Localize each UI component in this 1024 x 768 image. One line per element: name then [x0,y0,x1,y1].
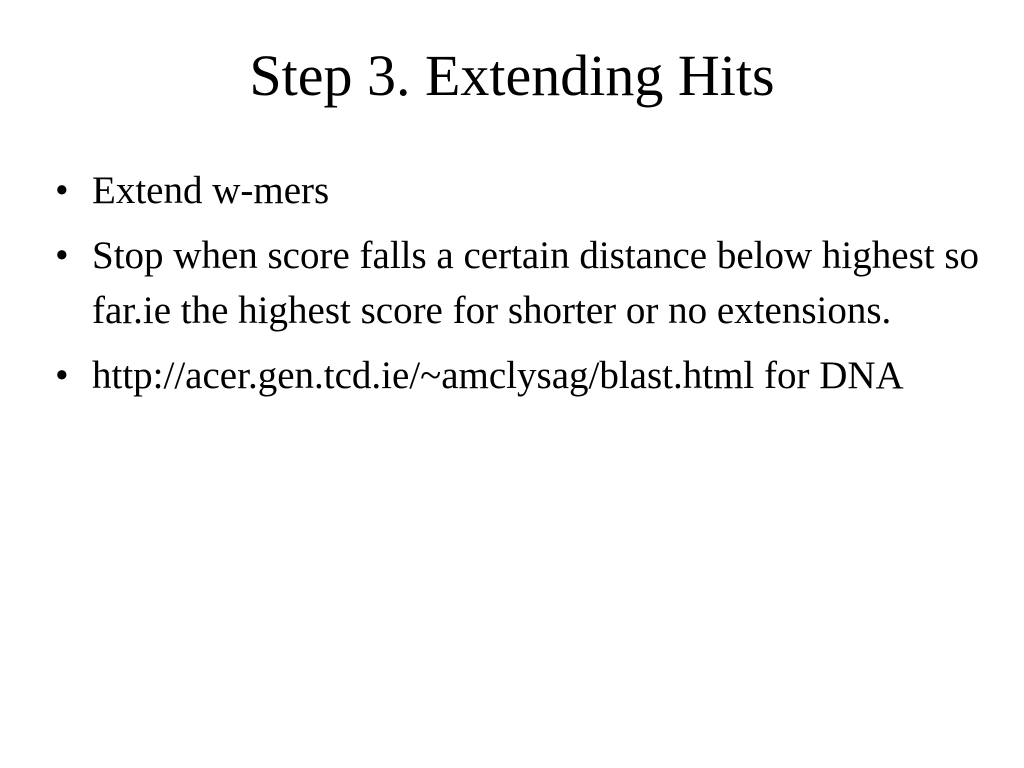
bullet-item-stop-condition [55,228,1015,338]
bullet-item-link [55,348,1015,403]
bullet-text-link[interactable]: http://acer.gen.tcd.ie/~amclysag/blast.html for DNA [92,354,904,397]
bullet-dot-icon: • [55,234,69,277]
bullet-list [55,163,1015,413]
bullet-item-extend-wmers [55,163,1015,218]
bullet-dot-icon: • [55,354,69,397]
slide-title: Step 3. Extending Hits [249,43,775,108]
bullet-text: Stop when score falls a certain distance below highest so far.ie the highest score for shorter or no extensions. [92,234,980,332]
bullet-text: Extend w-mers [92,169,330,212]
bullet-dot-icon: • [55,169,69,212]
